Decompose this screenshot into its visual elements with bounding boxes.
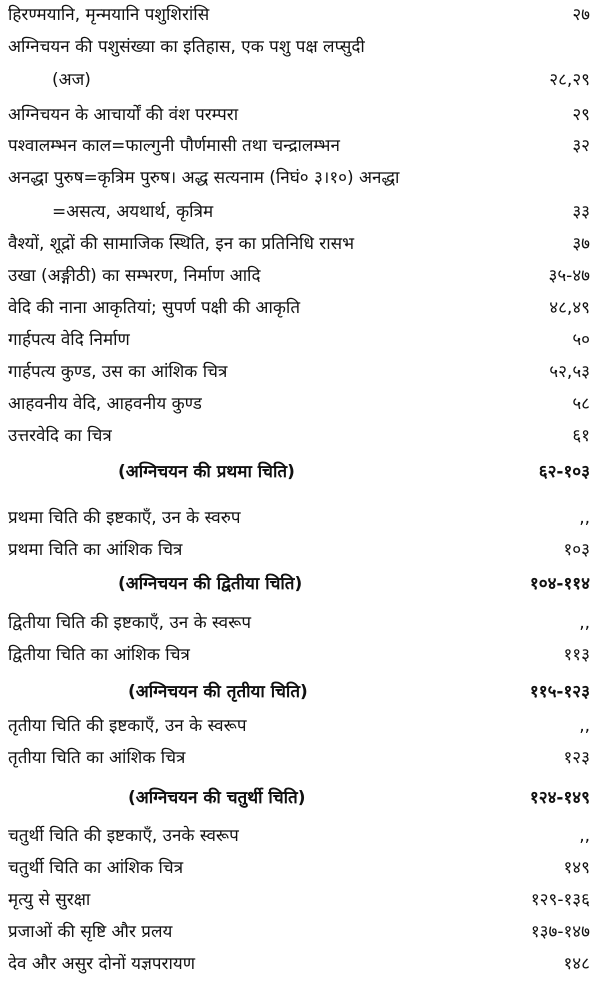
toc-entry <box>0 821 600 851</box>
toc-entry <box>0 32 600 62</box>
toc-entry-page: ५० <box>572 330 590 350</box>
toc-entry-text: वेदि की नाना आकृतियां; सुपर्ण पक्षी की आकृति <box>8 298 301 318</box>
toc-entry-page: १४८ <box>563 954 590 974</box>
toc-section-heading <box>0 457 600 487</box>
toc-entry <box>0 503 600 533</box>
toc-entry <box>0 293 600 323</box>
toc-entry <box>0 389 600 419</box>
toc-entry-text: द्वितीया चिति का आंशिक चित्र <box>8 645 190 665</box>
toc-entry-page: १२३ <box>563 748 590 768</box>
toc-section-title: (अग्निचयन की चतुर्थी चिति) <box>128 788 306 808</box>
toc-entry <box>0 711 600 741</box>
toc-entry <box>0 325 600 355</box>
toc-entry <box>0 197 600 227</box>
toc-entry-page: ३३ <box>572 202 590 222</box>
toc-section-heading <box>0 783 600 813</box>
toc-entry-page: १४९ <box>563 858 590 878</box>
toc-entry-text: प्रथमा चिति की इष्टकाएँ, उन के स्वरुप <box>8 508 241 528</box>
toc-entry-page: १२९-१३६ <box>530 890 590 910</box>
toc-entry-text: आहवनीय वेदि, आहवनीय कुण्ड <box>8 394 202 414</box>
toc-entry-page: १३७-१४७ <box>530 922 590 942</box>
toc-entry-text: तृतीया चिति की इष्टकाएँ, उन के स्वरूप <box>8 716 247 736</box>
toc-entry-page: ३२ <box>572 136 590 156</box>
toc-section-heading <box>0 569 600 599</box>
toc-entry <box>0 261 600 291</box>
toc-entry-text: प्रजाओं की सृष्टि और प्रलय <box>8 922 173 942</box>
toc-entry-page: २८,२९ <box>549 70 590 90</box>
toc-section-pages: १२४-१४९ <box>529 788 590 808</box>
toc-entry-page: ११३ <box>563 645 590 665</box>
toc-entry-text: उखा (अङ्गीठी) का सम्भरण, निर्माण आदि <box>8 266 261 286</box>
toc-entry-page: ५२,५३ <box>549 362 590 382</box>
toc-entry <box>0 885 600 915</box>
toc-section-title: (अग्निचयन की प्रथमा चिति) <box>118 462 295 482</box>
toc-entry-text: अग्निचयन की पशुसंख्या का इतिहास, एक पशु पक्ष लप्सुदी <box>8 37 365 57</box>
toc-entry <box>0 0 600 30</box>
toc-entry-text: मृत्यु से सुरक्षा <box>8 890 91 910</box>
toc-entry-text: अनद्धा पुरुष=कृत्रिम पुरुष। अद्ध सत्यनाम (निघं० ३।१०) अनद्धा <box>8 168 400 188</box>
toc-entry-text: प्रथमा चिति का आंशिक चित्र <box>8 540 183 560</box>
toc-section-heading <box>0 677 600 707</box>
toc-entry-text: देव और असुर दोनों यज्ञपरायण <box>8 954 196 974</box>
toc-entry <box>0 853 600 883</box>
toc-entry-page: ३७ <box>572 234 590 254</box>
toc-entry-text: पश्वालम्भन काल=फाल्गुनी पौर्णमासी तथा चन्द्रालम्भन <box>8 136 340 156</box>
toc-entry-text: अग्निचयन के आचार्यों की वंश परम्परा <box>8 105 239 125</box>
toc-entry-page: ५८ <box>572 394 590 414</box>
toc-entry <box>0 608 600 638</box>
toc-entry-page: ,, <box>579 826 590 846</box>
toc-entry-page: २७ <box>572 5 590 25</box>
toc-entry-text: =असत्य, अयथार्थ, कृत्रिम <box>52 202 214 222</box>
toc-entry-text: तृतीया चिति का आंशिक चित्र <box>8 748 186 768</box>
toc-entry-text: (अज) <box>52 70 91 90</box>
toc-entry <box>0 743 600 773</box>
toc-entry-page: ,, <box>579 716 590 736</box>
toc-entry-text: हिरण्मयानि, मृन्मयानि पशुशिरांसि <box>8 5 210 25</box>
toc-section-title: (अग्निचयन की तृतीया चिति) <box>128 682 308 702</box>
toc-entry <box>0 100 600 130</box>
toc-section-pages: ६२-१०३ <box>538 462 590 482</box>
toc-entry <box>0 229 600 259</box>
toc-entry <box>0 640 600 670</box>
toc-entry-text: चतुर्थी चिति की इष्टकाएँ, उनके स्वरूप <box>8 826 239 846</box>
toc-entry-text: गार्हपत्य कुण्ड, उस का आंशिक चित्र <box>8 362 228 382</box>
toc-section-pages: १०४-११४ <box>529 574 590 594</box>
toc-section-title: (अग्निचयन की द्वितीया चिति) <box>118 574 303 594</box>
toc-entry <box>0 535 600 565</box>
toc-entry <box>0 131 600 161</box>
toc-entry-page: ,, <box>579 613 590 633</box>
toc-entry-page: २९ <box>572 105 590 125</box>
toc-entry <box>0 163 600 193</box>
toc-entry-page: १०३ <box>563 540 590 560</box>
toc-entry <box>0 421 600 451</box>
toc-entry <box>0 917 600 947</box>
toc-entry <box>0 65 600 95</box>
toc-entry-text: गार्हपत्य वेदि निर्माण <box>8 330 130 350</box>
toc-entry <box>0 949 600 979</box>
toc-entry-page: ६१ <box>572 426 590 446</box>
toc-entry-text: उत्तरवेदि का चित्र <box>8 426 112 446</box>
toc-entry-text: द्वितीया चिति की इष्टकाएँ, उन के स्वरूप <box>8 613 251 633</box>
toc-entry-page: ३५-४७ <box>548 266 590 286</box>
toc-entry-page: ४८,४९ <box>549 298 590 318</box>
toc-entry <box>0 357 600 387</box>
toc-section-pages: ११५-१२३ <box>529 682 590 702</box>
toc-entry-text: वैश्यों, शूद्रों की सामाजिक स्थिति, इन का प्रतिनिधि रासभ <box>8 234 355 254</box>
toc-entry-page: ,, <box>579 508 590 528</box>
toc-entry-text: चतुर्थी चिति का आंशिक चित्र <box>8 858 184 878</box>
